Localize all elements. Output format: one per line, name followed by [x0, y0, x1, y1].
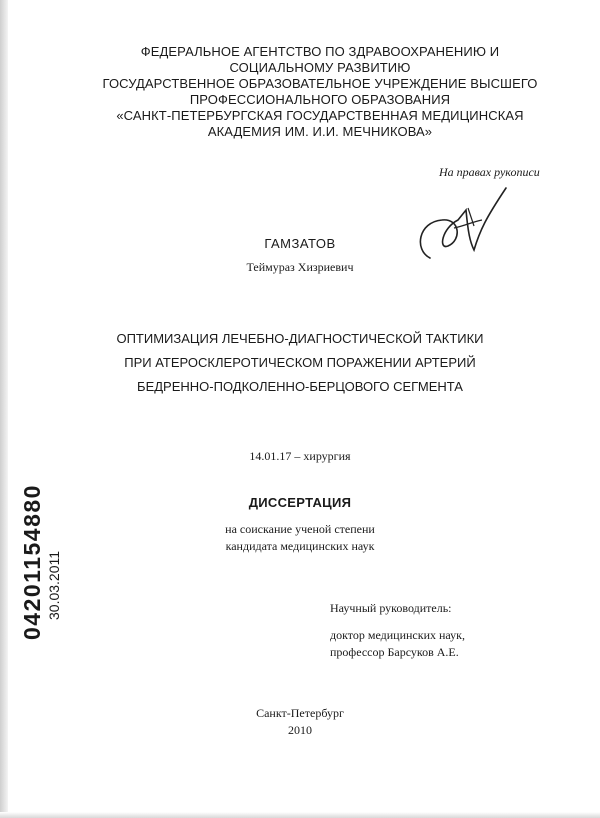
institution-line: ПРОФЕССИОНАЛЬНОГО ОБРАЗОВАНИЯ [189, 92, 451, 107]
author-given-names: Теймураз Хизриевич [246, 260, 354, 274]
institution-line: ФЕДЕРАЛЬНОЕ АГЕНТСТВО ПО ЗДРАВООХРАНЕНИЮ И [140, 44, 500, 59]
degree-line: на соискание ученой степени [225, 522, 375, 536]
manuscript-rights-note: На правах рукописи [439, 165, 540, 179]
supervisor-block [330, 600, 465, 661]
degree-line: кандидата медицинских наук [225, 539, 375, 553]
city: Санкт-Петербург [256, 706, 344, 720]
signature-icon [408, 180, 518, 270]
scan-left-edge [0, 0, 8, 818]
title-line: ПРИ АТЕРОСКЛЕРОТИЧЕСКОМ ПОРАЖЕНИИ АРТЕРИЙ [124, 355, 476, 370]
institution-line: «САНКТ-ПЕТЕРБУРГСКАЯ ГОСУДАРСТВЕННАЯ МЕДИЦИНСКАЯ [116, 108, 524, 123]
specialty-code: 14.01.17 – хирургия [249, 449, 351, 463]
degree-description [130, 521, 470, 555]
supervisor-label: Научный руководитель: [330, 601, 452, 615]
library-stamp-number: 04201154880 [19, 484, 45, 640]
dissertation-title [60, 327, 540, 399]
author-surname: ГАМЗАТОВ [264, 236, 336, 251]
library-stamp-date: 30.03.2011 [46, 550, 62, 620]
supervisor-name: профессор Барсуков А.Е. [330, 645, 459, 659]
year: 2010 [288, 723, 312, 737]
scan-bottom-edge [0, 812, 600, 818]
document-type: ДИССЕРТАЦИЯ [248, 495, 352, 510]
institution-header [60, 44, 580, 140]
institution-line: СОЦИАЛЬНОМУ РАЗВИТИЮ [229, 60, 411, 75]
institution-line: АКАДЕМИЯ ИМ. И.И. МЕЧНИКОВА» [207, 124, 433, 139]
supervisor-degree: доктор медицинских наук, [330, 628, 465, 642]
title-line: ОПТИМИЗАЦИЯ ЛЕЧЕБНО-ДИАГНОСТИЧЕСКОЙ ТАКТИКИ [116, 331, 484, 346]
city-year-block [180, 705, 420, 739]
institution-line: ГОСУДАРСТВЕННОЕ ОБРАЗОВАТЕЛЬНОЕ УЧРЕЖДЕНИЕ ВЫСШЕГО [102, 76, 538, 91]
title-line: БЕДРЕННО-ПОДКОЛЕННО-БЕРЦОВОГО СЕГМЕНТА [137, 379, 463, 394]
